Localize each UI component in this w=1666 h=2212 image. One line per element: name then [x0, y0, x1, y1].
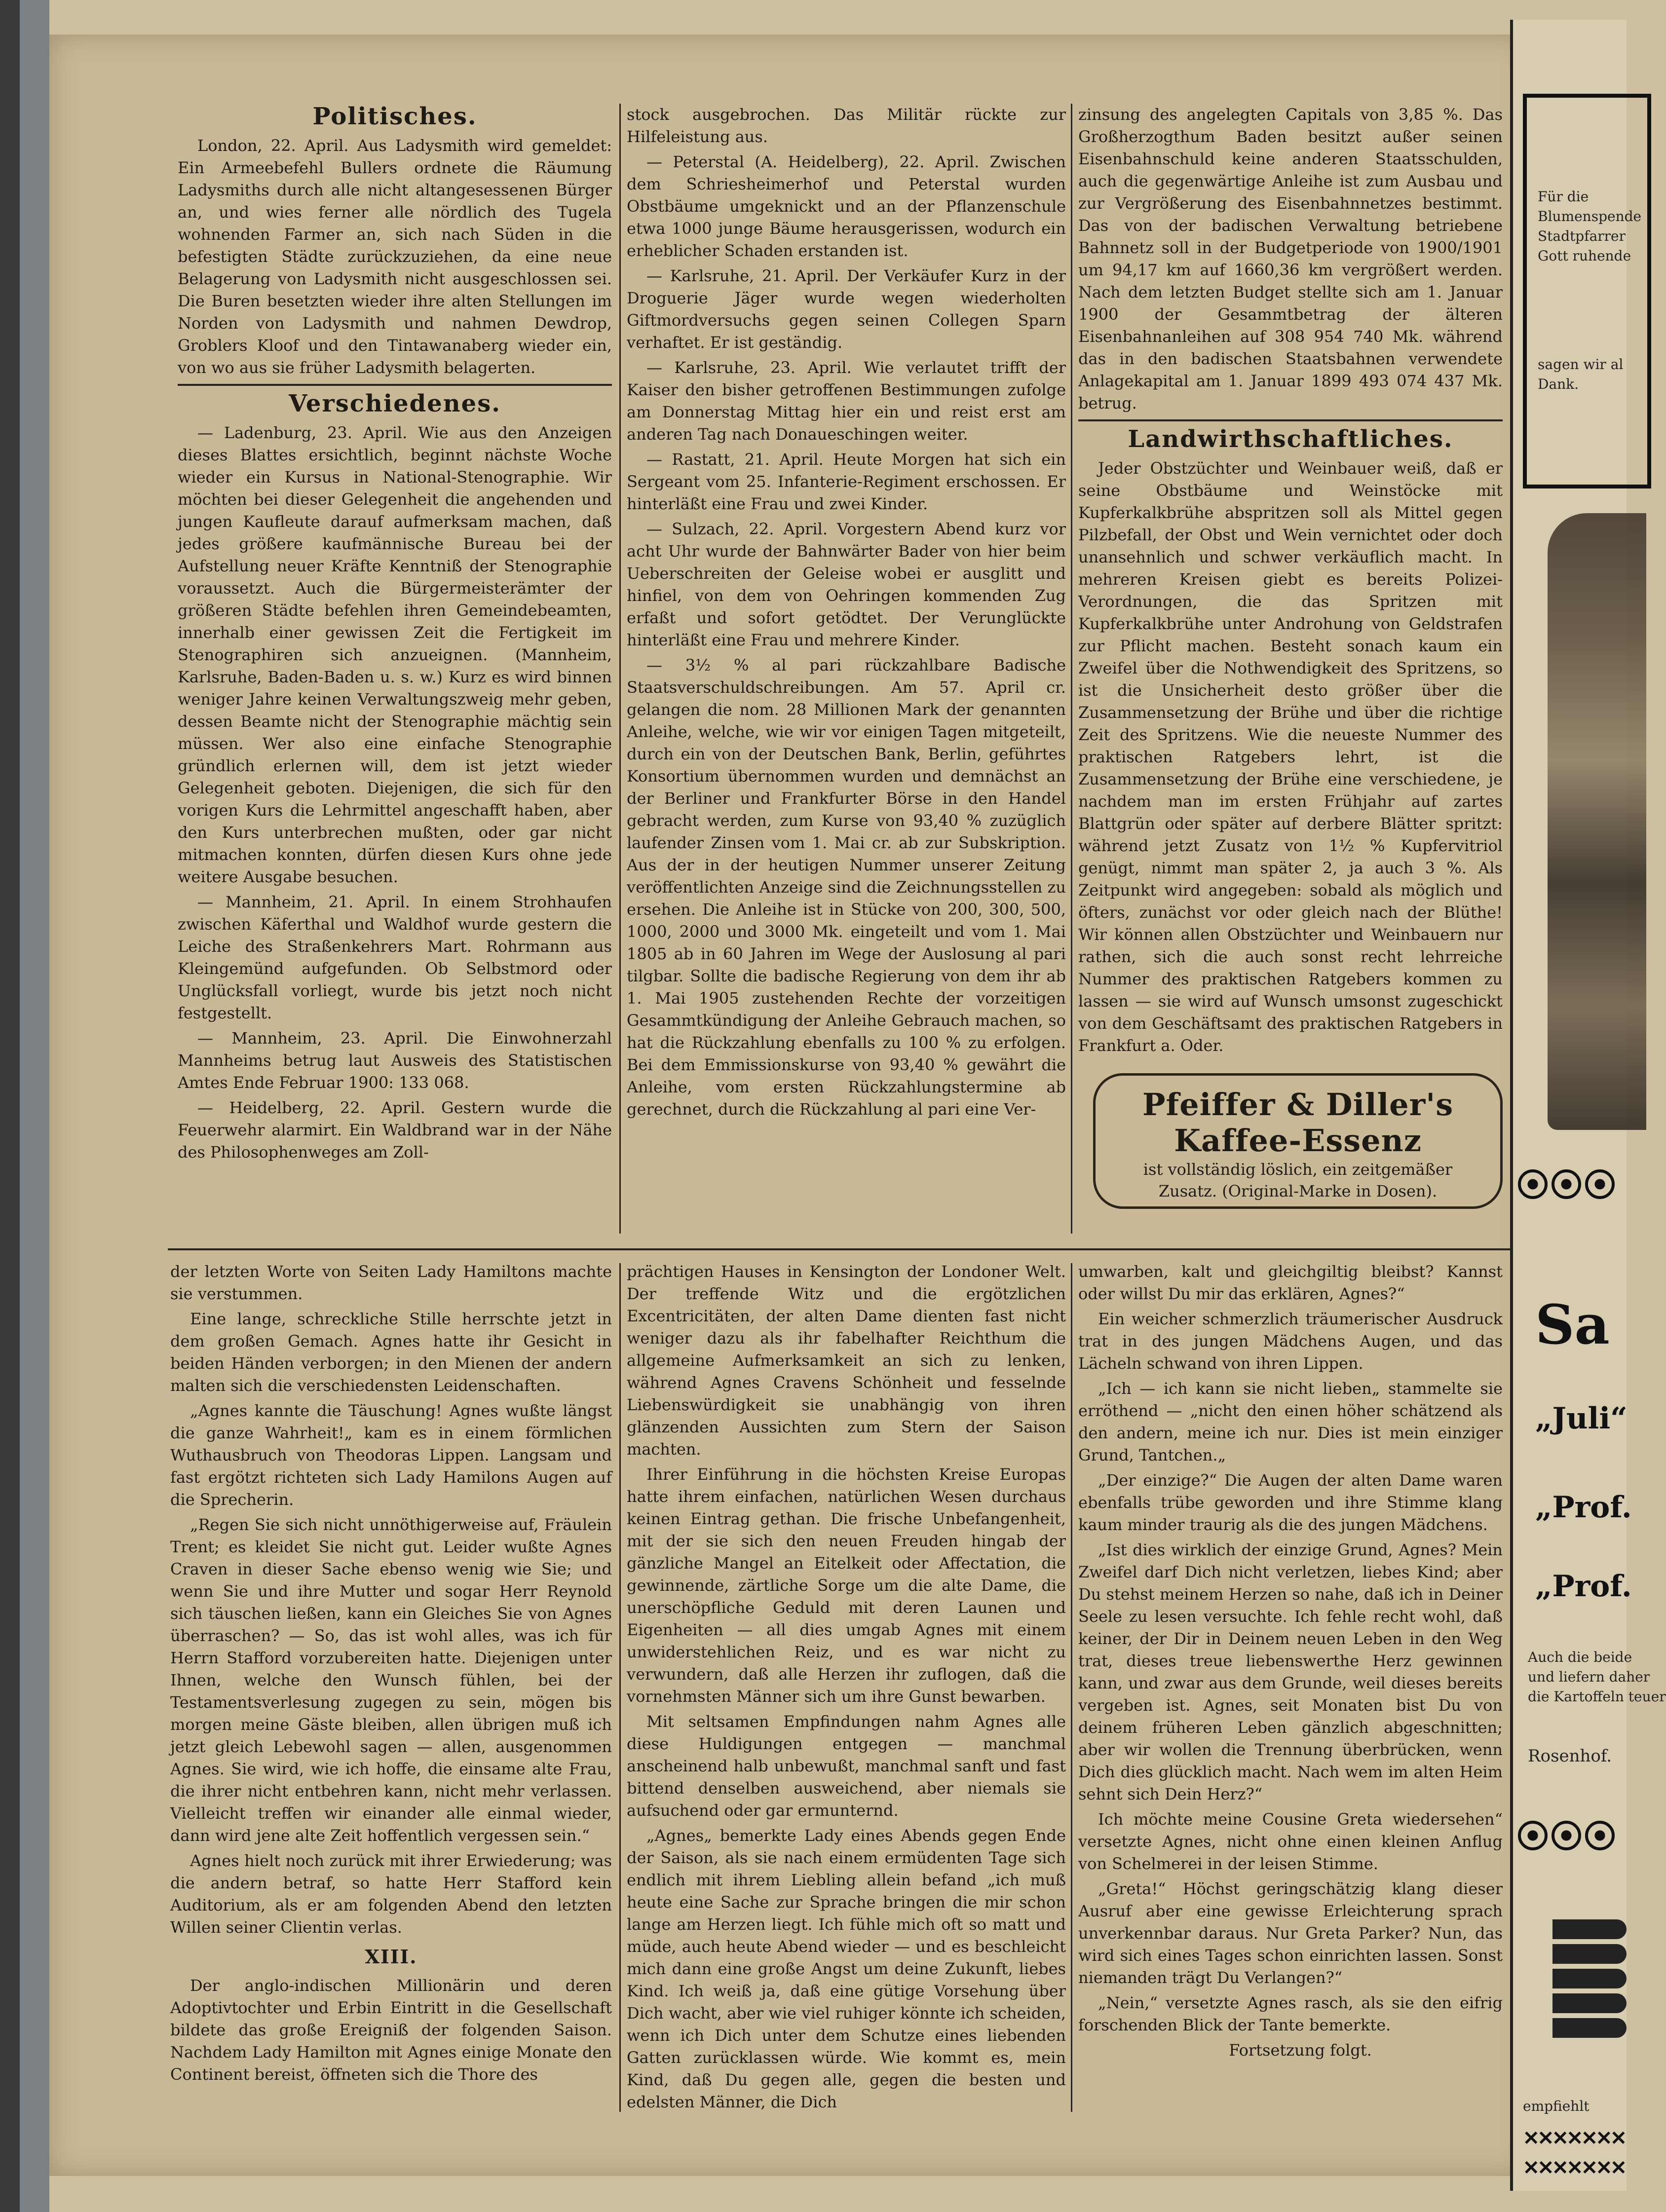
ornament-row	[1518, 1169, 1631, 1214]
adjacent-text: Dank.	[1538, 376, 1579, 392]
ornament-row	[1518, 1821, 1631, 1865]
feuilleton-divider	[168, 1248, 1515, 1250]
article-rastatt: — Rastatt, 21. April. Heute Morgen hat sich ein Sergeant vom 25. Infanterie-Regiment erschossen. Er hinterläßt eine Frau und zwei Kinder.	[627, 450, 1066, 513]
adjacent-headline: „Prof.	[1535, 1569, 1632, 1604]
book-binding	[0, 0, 20, 2212]
binding-board	[20, 0, 49, 2212]
adjacent-text: sagen wir al	[1538, 356, 1624, 373]
ad-title: Pfeiffer & Diller's Kaffee-Essenz	[1142, 1087, 1454, 1159]
serial-paragraph: Mit seltsamen Empfindungen nahm Agnes alle diese Huldigungen entgegen — manchmal anscheinend halb unbewußt, manchmal sanft und fast bittend denselben ausweichend, aber niemals sie aufsuchend oder gar ermunternd.	[627, 1712, 1066, 1820]
column-rule	[1071, 1263, 1072, 2112]
serial-paragraph: „Der einzige?“ Die Augen der alten Dame waren ebenfalls trübe geworden und ihre Stimme klang kaum minder traurig als die des jungen Mädchens.	[1078, 1471, 1503, 1534]
article-london: London, 22. April. Aus Ladysmith wird gemeldet: Ein Armeebefehl Bullers ordnete die Räumung Ladysmiths durch alle nicht altangesessenen Bürger an, und wies ferner alle nördlich des Tugela wohnenden Farmer an, sich nach Süden in die befestigten Städte zurückzuziehen, da eine neue Belagerung von Ladysmith nicht ausgeschlossen sei. Die Buren besetzten wieder ihre alten Stellungen im Norden von Ladysmith und nahmen Dewdrop, Groblers Kloof und den Tintawanaberg wieder ein, von wo aus sie früher Ladysmith belagerten.	[178, 136, 612, 377]
adjacent-text: Rosenhof.	[1528, 1746, 1612, 1766]
column-rule	[619, 104, 621, 1234]
section-title-agriculture: Landwirthschaftliches.	[1128, 425, 1453, 453]
article-sulzach: — Sulzach, 22. April. Vorgestern Abend kurz vor acht Uhr wurde der Bahnwärter Bader von hier beim Ueberschreiten der Geleise wobei er ausglitt und hinfiel, von dem von Oehringen kommenden Zug erfaßt und sofort getödtet. Der Verunglückte hinterläßt eine Frau und mehrere Kinder.	[627, 520, 1066, 649]
column-rule	[1071, 104, 1072, 1234]
serial-paragraph: Agnes hielt noch zurück mit ihrer Erwiederung; was die andern betraf, so hatte Herr Stafford kein Auditorium, als er am folgenden Abend den letzten Willen seiner Clientin verlas.	[170, 1851, 612, 1937]
serial-paragraph: umwarben, kalt und gleichgiltig bleibst? Kannst oder willst Du mir das erklären, Agnes?“	[1078, 1262, 1503, 1303]
section-divider	[178, 384, 612, 386]
coffee-essence-advertisement	[1093, 1073, 1503, 1209]
serial-column-middle	[627, 1261, 1066, 2116]
serial-paragraph: Der anglo-indischen Millionärin und deren Adoptivtochter und Erbin Eintritt in die Gesellschaft bildete das große Ereigniß der folgenden Saison. Nachdem Lady Hamilton mit Agnes einige Monate den Continent bereist, öffneten sich die Thore des	[170, 1976, 612, 2084]
column-middle-top	[627, 104, 1066, 1124]
article-eisenbahn: zinsung des angelegten Capitals von 3,85 %. Das Großherzogthum Baden besitzt außer seinen Eisenbahnschuld keine anderen Staatsschulden, auch die gegenwärtige Anleihe ist zum Ausbau und zur Vergrößerung des Eisenbahnnetzes bestimmt. Das von der badischen Verwaltung betriebene Bahnnetz soll in der Budgetperiode von 1900/1901 um 94,17 km auf 1660,36 km vergrößert werden. Nach dem letzten Budget stellte sich am 1. Januar 1900 der Gesammtbetrag der älteren Eisenbahnanleihen auf 308 954 740 Mk. während das in den badischen Staatsbahnen verwendete Anlagekapital am 1. Januar 1899 493 074 437 Mk. betrug.	[1078, 105, 1503, 412]
article-ladenburg: — Ladenburg, 23. April. Wie aus den Anzeigen dieses Blattes ersichtlich, beginnt nächste Woche wieder ein Kursus in National-Stenographie. Wir möchten bei dieser Gelegenheit die angehenden und jungen Kaufleute darauf aufmerksam machen, daß jedes größere kaufmännische Bureau bei der Aufstellung neuer Kräfte Kenntniß der Stenographie voraussetzt. Auch die Bürgermeisterämter der größeren Städte befehlen ihren Gemeindebeamten, innerhalb einer gewissen Zeit die Fertigkeit im Stenographiren sich anzueignen. (Mannheim, Karlsruhe, Baden-Baden u. s. w.) Kurz es wird binnen weniger Jahre keinen Verwaltungszweig mehr geben, dessen Beamte nicht der Stenographie mächtig sein müssen. Wer also eine einfache Stenographie gründlich erlernen will, dem ist jetzt wieder Gelegenheit geboten. Diejenigen, die sich für den vorigen Kurs die Lehrmittel angeschafft haben, aber den Kurs unterbrechen mußten, oder gar nicht mitmachen konnten, dürfen diesen Kurs ohne jede weitere Ausgabe besuchen.	[178, 423, 612, 886]
adjacent-text: empfiehlt	[1523, 2098, 1590, 2114]
article-mannheim-2: — Mannheim, 23. April. Die Einwohnerzahl Mannheims betrug laut Ausweis des Statistischen Amtes Ende Februar 1900: 133 068.	[178, 1029, 612, 1092]
adjacent-text: Gott ruhende	[1538, 248, 1631, 264]
column-rule	[619, 1263, 621, 2112]
column-right-top	[1078, 104, 1503, 1060]
serial-column-left	[170, 1261, 612, 2089]
adjacent-headline: „Prof.	[1535, 1490, 1632, 1525]
serial-paragraph: prächtigen Hauses in Kensington der Londoner Welt. Der treffende Witz und die ergötzlichen Excentricitäten, der alten Dame dienten fast nicht weniger dazu als ihr fabelhafter Reichthum die allgemeine Aufmerksamkeit an sich zu lenken, während Agnes Cravens Schönheit und fesselnde Liebenswürdigkeit sie unabhängig von ihren glänzenden Aussichten zum Stern der Saison machten.	[627, 1262, 1066, 1459]
serial-paragraph: „Agnes„ bemerkte Lady eines Abends gegen Ende der Saison, als sie nach einem ermüdenten Tage sich endlich mit ihrem Liebling allein befand „ich muß heute eine Sache zur Sprache bringen die mir schon lange am Herzen liegt. Ich fühle mich oft so matt und müde, auch heute Abend wieder — und es beschleicht mich dann eine große Angst um deine Zukunft, liebes Kind. Ich weiß ja, daß eine gütige Vorsehung über Dich wacht, aber wie viel ruhiger könnte ich scheiden, wenn ich Dich unter dem Schutze eines liebenden Gatten zurücklassen würde. Wie kommt es, mein Kind, daß Du gegen alle, gegen die besten und edelsten Männer, die Dich	[627, 1826, 1066, 2111]
serial-paragraph: „Ist dies wirklich der einzige Grund, Agnes? Mein Zweifel darf Dich nicht verletzen, liebes Kind; aber Du stehst meinem Herzen so nahe, daß ich in Deiner Seele zu lesen versuchte. Ich fehle recht wohl, daß keiner, der Dir in Deinem neuen Leben in den Weg trat, dieses treue liebenswerthe Herz gewinnen kann, und zwar aus dem Grunde, weil dieses bereits vergeben ist. Agnes, seit Monaten bist Du von deinem früheren Leben gänzlich abgeschnitten; aber wir wollen die Trennung überbrücken, wenn Dich dies glücklich macht. Nach wem im alten Heim sehnt sich Dein Herz?“	[1078, 1540, 1503, 1803]
serial-paragraph: „Ich — ich kann sie nicht lieben„ stammelte sie erröthend — „nicht den einen höher schätzend als den andern, meine ich nur. Dies ist mein einziger Grund, Tantchen.„	[1078, 1379, 1503, 1464]
article-obstzucht: Jeder Obstzüchter und Weinbauer weiß, daß er seine Obstbäume und Weinstöcke mit Kupferkalkbrühe abspritzen soll als Mittel gegen Pilzbefall, der Obst und Wein vernichtet oder doch unansehnlich und schwer verkäuflich macht. In mehreren Kreisen giebt es bereits Polizei-Verordnungen, die das Spritzen mit Kupferkalkbrühe unter Androhung von Geldstrafen zur Pflicht machen. Besteht sonach kaum ein Zweifel über die Nothwendigkeit des Spritzens, so ist die Unsicherheit desto größer über die Zusammensetzung der Brühe und über die richtige Zeit des Spritzens. Wie die neueste Nummer des praktischen Ratgebers lehrt, ist die Zusammensetzung der Brühe eine verschiedene, je nachdem man im ersten Frühjahr auf zartes Blattgrün oder später auf derbere Blätter spritzt: während jetzt Zusatz von 1½ % Kupfervitriol genügt, nimmt man später 2, ja auch 3 %. Als Zeitpunkt wird angegeben: sobald als möglich und öfters, zunächst vor oder gleich nach der Blüthe! Wir können allen Obstzüchter und Weinbauern nur rathen, sich die auch sonst recht lehrreiche Nummer des praktischen Ratgebers kommen zu lassen — sie wird auf Wunsch umsonst zugeschickt von dem Geschäftsamt des praktischen Ratgebers in Frankfurt a. Oder.	[1078, 459, 1503, 1055]
serial-paragraph: „Regen Sie sich nicht unnöthigerweise auf, Fräulein Trent; es kleidet Sie nicht gut. Leider wußte Agnes Craven in dieser Sache ebenso wenig wie Sie; und wenn Sie und ihre Mutter und sogar Herr Reynold sich täuschen ließen, kann ein Gleiches Sie von Agnes überraschen? — So, das ist wohl alles, was ich für Herrn Stafford vorzubereiten hatte. Diejenigen unter Ihnen, welche den Wunsch fühlen, bei der Testamentsverlesung zugegen zu sein, mögen bis morgen meine Gäste bleiben, allen übrigen muß ich jetzt gleich Lebewohl sagen — allen, ausgenommen Agnes. Sie wird, wie ich hoffe, die einsame alte Frau, die ihrer nicht entbehren kann, nicht mehr verlassen. Vielleicht treffen wir einander alle einmal wieder, dann wird jene alte Zeit hoffentlich vergessen sein.“	[170, 1515, 612, 1845]
adjacent-text: Blumenspende	[1538, 208, 1642, 225]
adjacent-text: und liefern daher	[1528, 1669, 1650, 1685]
illustration-figure	[1548, 513, 1646, 1130]
ornament-border: ✕✕✕✕✕✕✕	[1523, 2156, 1625, 2179]
serial-paragraph: der letzten Worte von Seiten Lady Hamiltons machte sie verstummen.	[170, 1262, 612, 1303]
serial-paragraph: „Nein,“ versetzte Agnes rasch, als sie den eifrig forschenden Blick der Tante bemerkte.	[1078, 1993, 1503, 2034]
serial-column-right	[1078, 1261, 1503, 2064]
adjacent-headline: „Juli“	[1535, 1401, 1628, 1436]
serial-paragraph: Eine lange, schreckliche Stille herrschte jetzt in dem großen Gemach. Agnes hatte ihr Gesicht in beiden Händen verborgen; in den Mienen der andern malten sich die verschiedensten Leidenschaften.	[170, 1310, 612, 1395]
obituary-frame	[1523, 94, 1651, 488]
adjacent-headline: Sa	[1535, 1293, 1610, 1356]
serial-paragraph: „Greta!“ Höchst geringschätzig klang dieser Ausruf aber eine gewisse Erleichterung sprach unverkennbar daraus. Nur Greta Parker? Nun, das wird sich eines Tages schon einrichten lassen. Sonst niemanden trägt Du Verlangen?“	[1078, 1879, 1503, 1987]
article-karlsruhe-1: — Karlsruhe, 21. April. Der Verkäufer Kurz in der Droguerie Jäger wurde wegen wiederholten Giftmordversuchs gegen seinen Collegen Sparn verhaftet. Er ist geständig.	[627, 266, 1066, 352]
serial-paragraph: „Agnes kannte die Täuschung! Agnes wußte längst die ganze Wahrheit!„ kam es in einem förmlichen Wuthausbruch von Theodoras Lippen. Langsam und fast ergötzt richteten sich Lady Hamilons Augen auf die Sprecherin.	[170, 1401, 612, 1509]
continuation-note: Fortsetzung folgt.	[1229, 2041, 1372, 2060]
chapter-number: XIII.	[365, 1946, 417, 1968]
article-peterstal: — Peterstal (A. Heidelberg), 22. April. Zwischen dem Schriesheimerhof und Peterstal wurden Obstbäume umgeknickt und an der Pflanzenschule etwa 1000 junge Bäume herausgerissen, wodurch ein erheblicher Schaden erstanden ist.	[627, 152, 1066, 260]
adjacent-text: Stadtpfarrer	[1538, 228, 1626, 244]
ad-line-2: Zusatz. (Original-Marke in Dosen).	[1158, 1182, 1438, 1200]
article-heidelberg: — Heidelberg, 22. April. Gestern wurde die Feuerwehr alarmirt. Ein Waldbrand war in der Nähe des Philosophenweges am Zoll-	[178, 1098, 612, 1162]
article-mannheim-1: — Mannheim, 21. April. In einem Strohhaufen zwischen Käferthal und Waldhof wurde gestern die Leiche des Straßenkehrers Mart. Rohrmann aus Kleingemünd aufgefunden. Ob Selbstmord oder Unglücksfall vorliegt, wurde bis jetzt noch nicht festgestellt.	[178, 893, 612, 1022]
ornament-border: ✕✕✕✕✕✕✕	[1523, 2127, 1625, 2150]
column-left-top	[178, 99, 612, 1166]
article-karlsruhe-2: — Karlsruhe, 23. April. Wie verlautet trifft der Kaiser den bisher getroffenen Bestimmungen zufolge am Donnerstag Mittag hier ein und reist erst am anderen Tag nach Donaueschingen weiter.	[627, 358, 1066, 444]
pointing-hands-decoration	[1552, 1919, 1627, 2067]
article-continuation: stock ausgebrochen. Das Militär rückte zur Hilfeleistung aus.	[627, 105, 1066, 146]
section-title-misc: Verschiedenes.	[289, 390, 501, 417]
section-divider	[1078, 419, 1503, 421]
serial-paragraph: Ich möchte meine Cousine Greta wiedersehen“ versetzte Agnes, nicht ohne einen kleinen Anflug von Schelmerei in der leisen Stimme.	[1078, 1810, 1503, 1873]
serial-paragraph: Ein weicher schmerzlich träumerischer Ausdruck trat in des jungen Mädchens Augen, und das Lächeln schwand von ihren Lippen.	[1078, 1310, 1503, 1373]
adjacent-text: Auch die beide	[1528, 1649, 1632, 1665]
article-staatsanleihe: — 3½ % al pari rückzahlbare Badische Staatsverschuldschreibungen. Am 57. April cr. gelangen die nom. 28 Millionen Mark der genannten Anleihe, welche, wie wir vor einigen Tagen mitgeteilt, durch ein von der Deutschen Bank, Berlin, geführtes Konsortium übernommen wurden und demnächst an der Berliner und Frankfurter Börse in den Handel gebracht werden, zum Kurse von 93,40 % zuzüglich laufender Zinsen vom 1. Mai cr. ab zur Subskription. Aus der in der heutigen Nummer unserer Zeitung veröffentlichten Anzeige sind die Zeichnungsstellen zu ersehen. Die Anleihe ist in Stücke von 200, 300, 500, 1000, 2000 und 3000 Mk. eingeteilt und vom 1. Mai 1805 ab in 60 Jahren im Wege der Auslosung al pari tilgbar. Sollte die badische Regierung von dem ihr ab 1. Mai 1905 zustehenden Rechte der vorzeitigen Gesammtkündigung der Anleihe Gebrauch machen, so hat die Rückzahlung ebenfalls zu 100 % zu erfolgen. Bei dem Emmissionskurse von 93,40 % gewährt die Anleihe, vom ersten Rückzahlungstermine ab gerechnet, durch die Rückzahlung al pari eine Ver-	[627, 656, 1066, 1119]
serial-paragraph: Ihrer Einführung in die höchsten Kreise Europas hatte ihrem einfachen, natürlichen Wesen durchaus keinen Eintrag gethan. Die frische Unbefangenheit, mit der sie sich den neuen Freuden hingab der gänzliche Mangel an Eitelkeit oder Affectation, die gewinnende, zärtliche Sorge um die alte Dame, die unerschöpfliche Geduld mit deren Launen und Eigenheiten — all dies umgab Agnes mit einem unwiderstehlichen Reiz, und es war nicht zu verwundern, daß alle Herzen ihr zuflogen, daß die vornehmsten Männer sich um ihre Gunst bewarben.	[627, 1465, 1066, 1706]
adjacent-page	[1510, 20, 1666, 2191]
ad-line-1: ist vollständig löslich, ein zeitgemäßer	[1143, 1160, 1453, 1179]
adjacent-text: Für die	[1538, 188, 1589, 205]
section-title-politics: Politisches.	[312, 103, 477, 130]
adjacent-text: die Kartoffeln teuer	[1528, 1688, 1666, 1705]
